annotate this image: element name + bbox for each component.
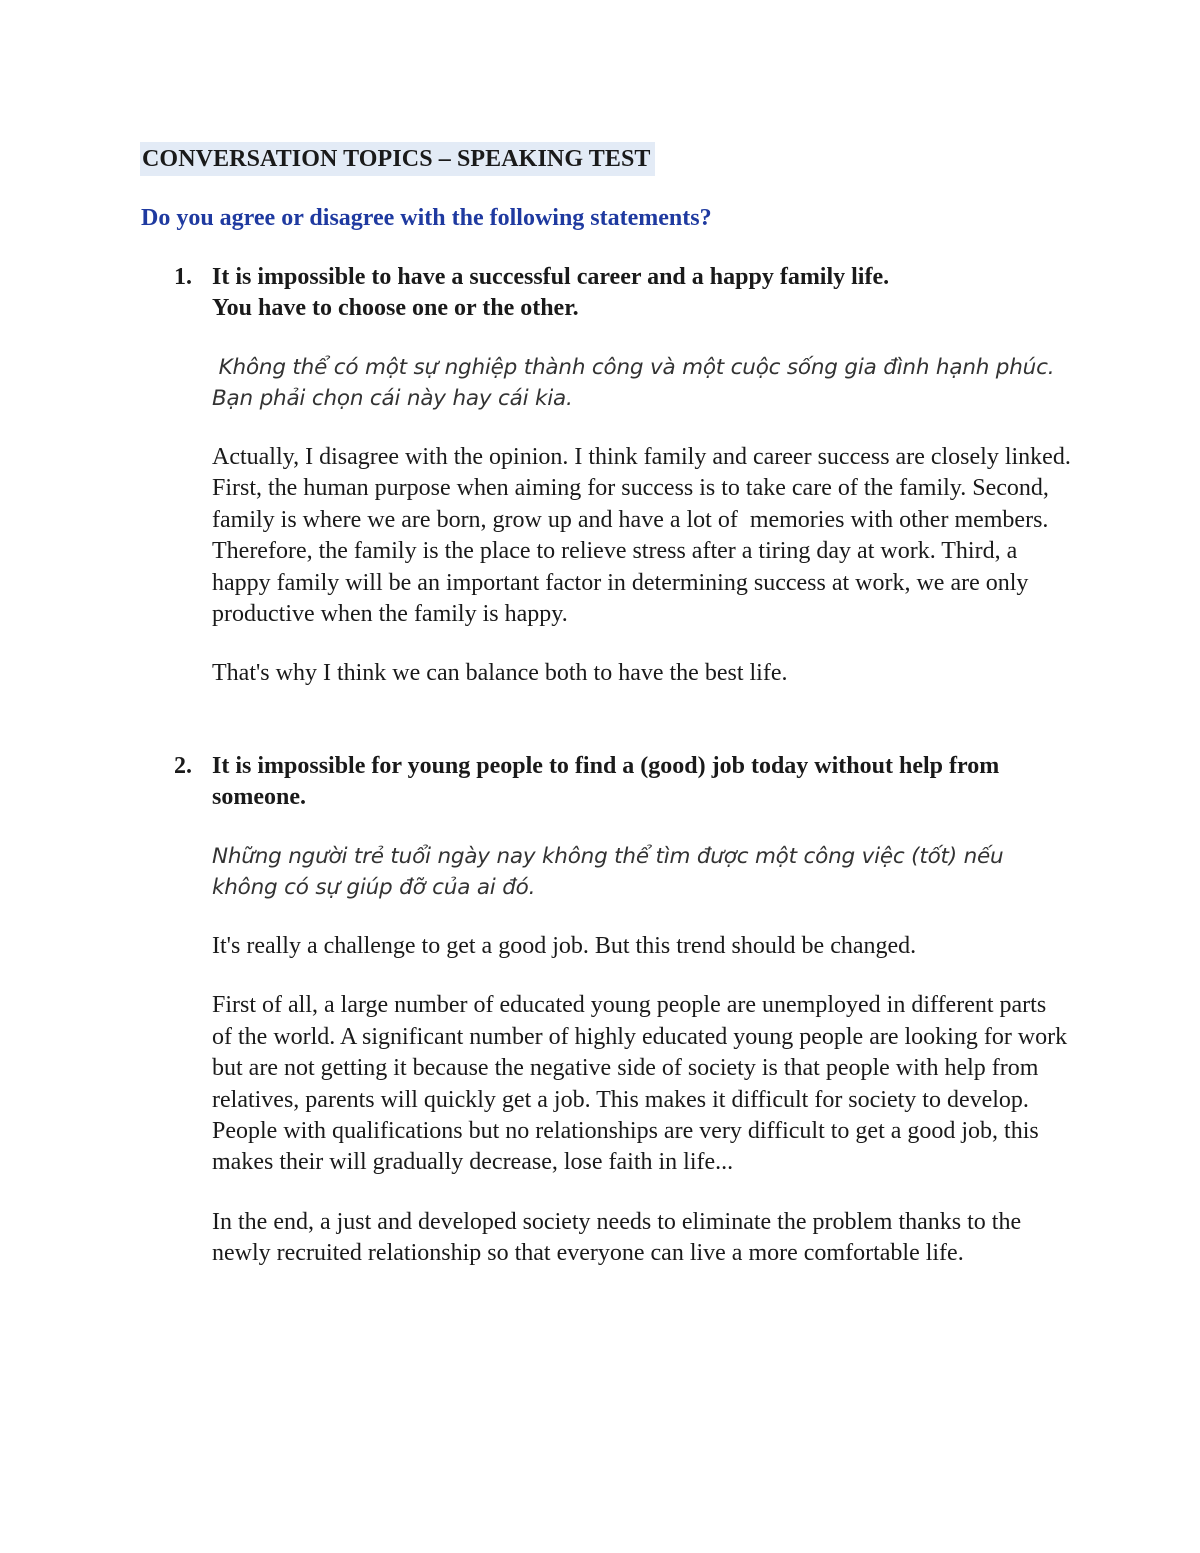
statement-line: It is impossible for young people to find a (good) job today without help from someone. [212, 753, 1000, 810]
answer-paragraph: Actually, I disagree with the opinion. I think family and career success are closely linked. First, the human purpose when aiming for success is to take care of the family. Second, family is where we are born, grow up and have a lot of memories with other members. Therefore, the family is the place to relieve stress after a tiring day at work. Third, a happy family will be an important factor in determining success at work, we are only productive when the family is happy. [212, 444, 1077, 628]
vietnamese-translation: Không thể có một sự nghiệp thành công và một cuộc sống gia đình hạnh phúc. Bạn phải chọn cái này hay cái kia. [212, 355, 1062, 411]
answer-paragraph: In the end, a just and developed society needs to eliminate the problem thanks to the newly recruited relationship so that everyone can live a more comfortable life. [212, 1208, 1022, 1267]
statement-line: You have to choose one or the other. [212, 295, 579, 321]
statement-item-1 [174, 262, 1077, 690]
document-title: CONVERSATION TOPICS – SPEAKING TEST [140, 142, 655, 176]
item-number: 2. [174, 753, 192, 779]
statement-item-2 [174, 751, 1072, 1270]
statement-line: It is impossible to have a successful career and a happy family life. [212, 264, 890, 290]
answer-paragraph: It's really a challenge to get a good job. But this trend should be changed. [212, 933, 917, 959]
answer-paragraph: First of all, a large number of educated young people are unemployed in different parts of the world. A significant number of highly educated young people are looking for work but are not getting it because the negative side of society is that people with help from relatives, parents will quickly get a job. This makes it difficult for society to develop. People with qualifications but no relationships are very difficult to get a good job, this makes their will gradually decrease, lose faith in life... [212, 992, 1068, 1176]
item-statement [212, 262, 1072, 324]
answer-paragraph: That's why I think we can balance both to have the best life. [212, 660, 788, 687]
question-prompt: Do you agree or disagree with the following statements? [141, 205, 712, 231]
item-number: 1. [174, 264, 192, 290]
item-statement [212, 751, 1072, 813]
vietnamese-translation: Những người trẻ tuổi ngày nay không thể tìm được một công việc (tốt) nếu không có sự giúp đỡ của ai đó. [212, 844, 1004, 900]
